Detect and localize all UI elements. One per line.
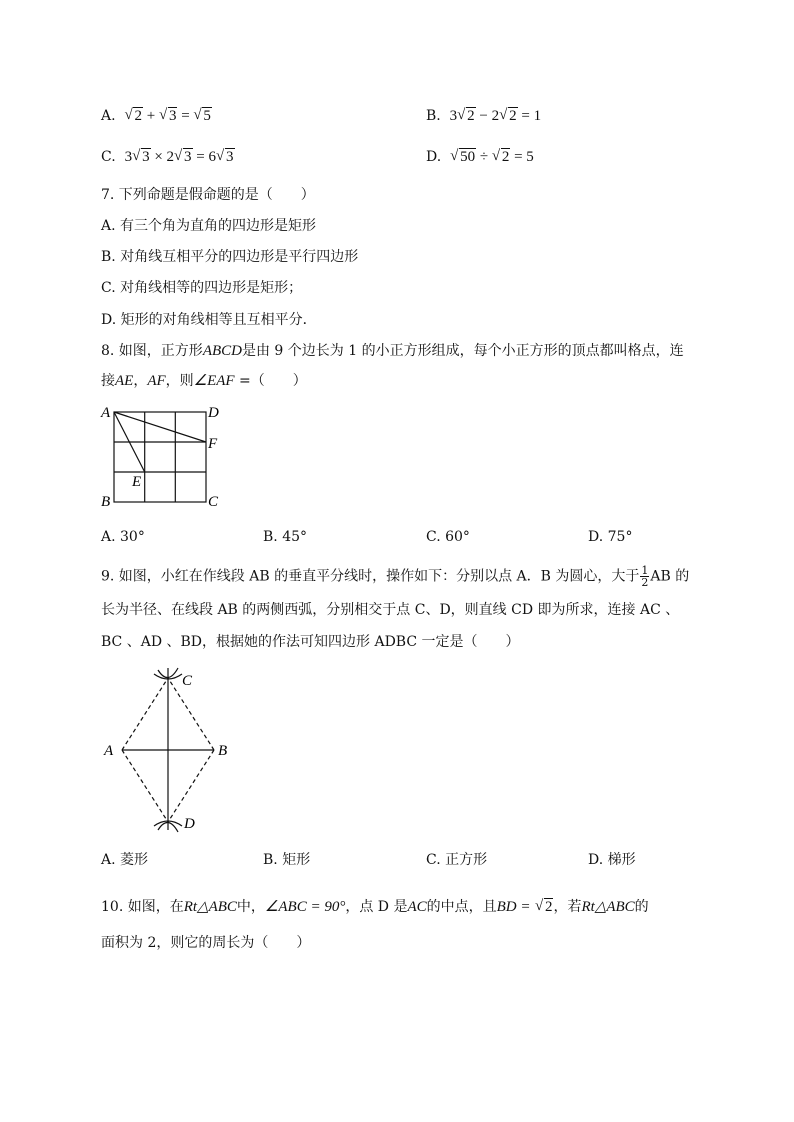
segment-ac: [122, 678, 168, 750]
q7-stem: 7. 下列命题是假命题的是（ ）: [101, 187, 315, 203]
q8-option-a: A. 30°: [101, 529, 145, 545]
math-bd: BD =: [496, 899, 531, 915]
equals: =: [181, 108, 190, 124]
coefficient: 3: [124, 149, 133, 165]
q9-rhombus-figure: [98, 660, 248, 840]
q9-option-a: A. 菱形: [101, 852, 149, 868]
q7-option-b: B. 对角线互相平分的四边形是平行四边形: [101, 249, 359, 265]
radicand: 3: [226, 149, 234, 165]
radicand: 2: [134, 108, 142, 124]
math-rt-triangle: Rt△ABC: [183, 899, 237, 915]
q9-option-d: D. 梯形: [588, 852, 636, 868]
math-af: AF: [147, 373, 166, 389]
coefficient: 3: [449, 108, 458, 124]
q8-stem-line1: [101, 342, 684, 360]
q9-option-b: B. 矩形: [263, 852, 311, 868]
q7-option-a: A. 有三个角为直角的四边形是矩形: [101, 218, 317, 234]
square-abcd: [114, 412, 206, 502]
q8-option-d: D. 75°: [588, 529, 633, 545]
text: =（ ）: [234, 373, 307, 389]
text: 中，: [236, 899, 265, 915]
q10-stem-line2: 面积为 2，则它的周长为（ ）: [101, 935, 311, 951]
q9-stem-line3: BC 、AD 、BD，根据她的作法可知四边形 ADBC 一定是（ ）: [101, 634, 520, 650]
q6-option-d: [426, 148, 534, 166]
option-label: D.: [426, 149, 442, 165]
label-c: C: [208, 494, 219, 510]
fraction-one-half: [640, 565, 649, 588]
label-a: A: [104, 743, 114, 759]
equals: =: [196, 149, 205, 165]
text: AB 的: [650, 568, 690, 585]
q6-option-c: [101, 148, 235, 166]
operator: +: [146, 108, 156, 124]
label-d: D: [208, 405, 219, 421]
radicand: 50: [460, 149, 476, 165]
math-angle: ∠ABC = 90°: [264, 899, 346, 915]
equals: = 5: [514, 149, 534, 165]
label-b: B: [101, 494, 111, 510]
option-label: A.: [101, 108, 116, 124]
text: 的: [634, 899, 649, 915]
text: 9. 如图，小红在作线段 AB 的垂直平分线时，操作如下：分别以点 A．B 为圆心，大于: [101, 568, 640, 585]
radicand: 2: [467, 108, 475, 124]
q8-option-b: B. 45°: [263, 529, 308, 545]
equals: = 1: [521, 108, 542, 124]
option-label: C.: [101, 149, 116, 165]
math-ac: AC: [407, 899, 427, 915]
coefficient: 2: [166, 149, 175, 165]
radicand: 5: [203, 108, 211, 124]
operator: −: [479, 108, 488, 124]
q6-d-expression: [450, 149, 534, 165]
text: 是由 9 个边长为 1 的小正方形组成，每个小正方形的顶点都叫格点，连: [241, 343, 684, 359]
q6-option-b: [426, 107, 541, 125]
math-ae: AE: [115, 373, 134, 389]
numerator: 1: [641, 564, 649, 577]
q6-c-expression: [125, 149, 235, 165]
radicand: 3: [184, 149, 192, 165]
option-label: B.: [426, 108, 441, 124]
radicand: 2: [544, 899, 553, 915]
segment-ad: [122, 750, 168, 822]
grid-lines: [114, 412, 206, 502]
coefficient: 2: [491, 108, 500, 124]
radicand: 3: [142, 149, 150, 165]
label-d: D: [184, 816, 195, 832]
text: ，: [133, 373, 148, 389]
text: 接: [101, 373, 115, 389]
q9-option-c: C. 正方形: [426, 852, 488, 868]
q7-option-c: C. 对角线相等的四边形是矩形；: [101, 280, 303, 296]
q9-stem-line2: 长为半径、在线段 AB 的两侧西弧，分别相交于点 C、D，则直线 CD 即为所求，连接 AC 、: [101, 602, 680, 618]
coefficient: 6: [208, 149, 217, 165]
q6-option-a: [101, 107, 212, 125]
math-angle: ∠EAF: [193, 373, 235, 389]
text: 8. 如图，正方形: [101, 343, 203, 359]
label-e: E: [132, 474, 142, 490]
q6-b-expression: [450, 108, 541, 124]
q9-stem-line1: [101, 565, 689, 588]
label-c: C: [182, 673, 193, 689]
radicand: 2: [501, 149, 510, 165]
q8-option-c: C. 60°: [426, 529, 470, 545]
math-rt-triangle: Rt△ABC: [581, 899, 635, 915]
q8-stem-line2: [101, 372, 307, 390]
denominator: 2: [641, 576, 649, 589]
math-abcd: ABCD: [202, 343, 242, 359]
operator: ×: [154, 149, 163, 165]
label-f: F: [208, 436, 218, 452]
radicand: 2: [509, 108, 517, 124]
text: ，若: [553, 899, 582, 915]
text: ，点 D 是: [345, 899, 408, 915]
label-b: B: [218, 743, 228, 759]
q7-option-d: D. 矩形的对角线相等且互相平分．: [101, 312, 317, 328]
segment-af: [114, 412, 206, 442]
q10-stem-line1: [101, 898, 649, 916]
segment-bd: [168, 750, 214, 822]
text: 的中点，且: [426, 899, 497, 915]
text: 10. 如图，在: [101, 899, 184, 915]
q8-grid-figure: [98, 402, 228, 512]
label-a: A: [101, 405, 111, 421]
text: ，则: [165, 373, 194, 389]
q6-a-expression: [124, 108, 211, 124]
operator: ÷: [479, 149, 489, 165]
radicand: 3: [168, 108, 177, 124]
